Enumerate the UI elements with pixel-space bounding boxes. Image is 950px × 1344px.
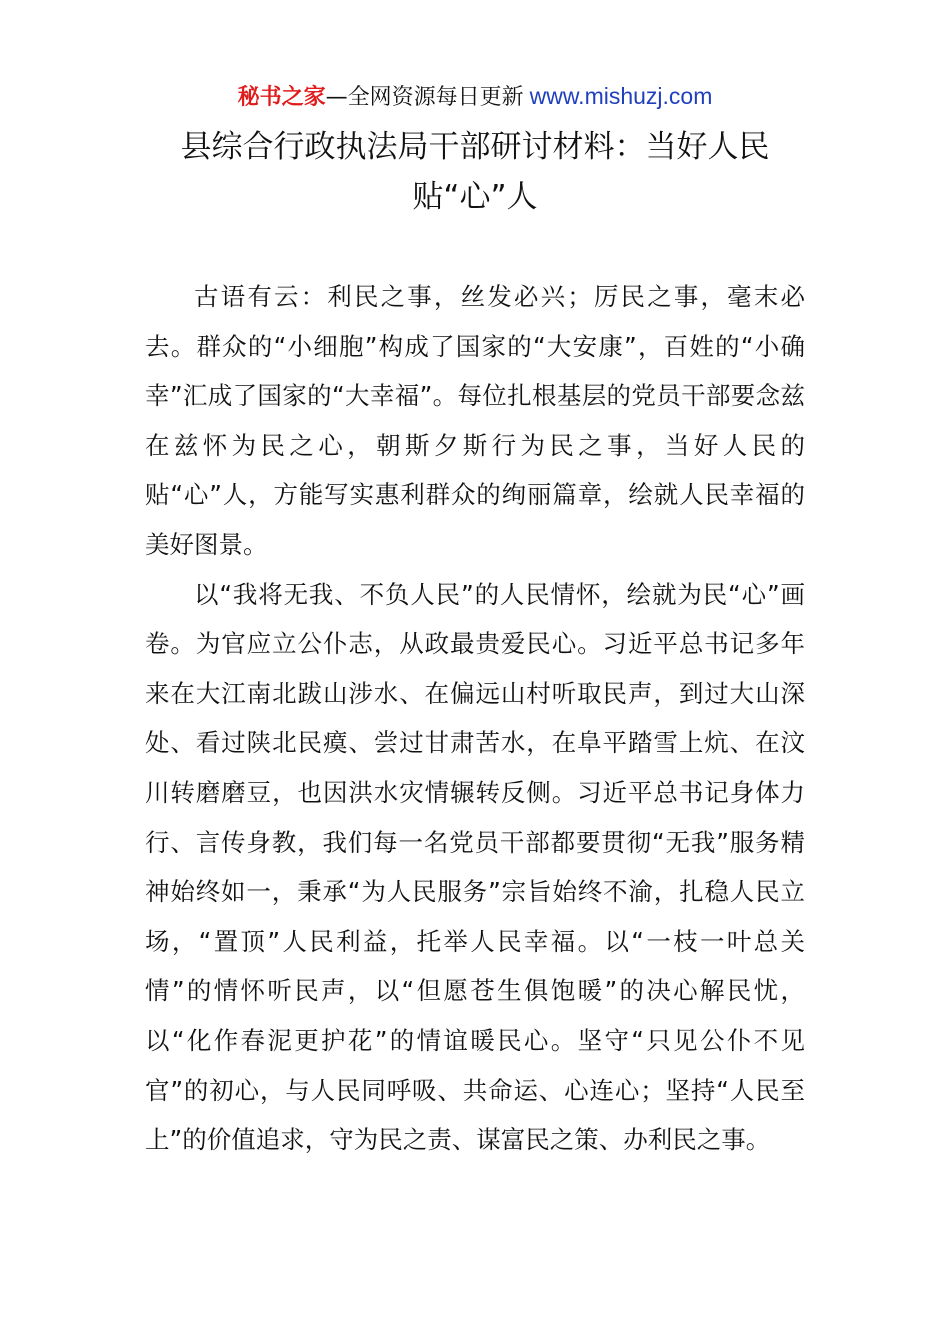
site-brand: 秘书之家	[237, 85, 326, 110]
paragraph-1: 古语有云：利民之事，丝发必兴；厉民之事，毫末必去。群众的“小细胞”构成了国家的“大安康”，百姓的“小确幸”汇成了国家的“大幸福”。每位扎根基层的党员干部要念兹在兹怀为民之心，朝斯夕斯行为民之事，当好人民的贴“心”人，方能写实惠利群众的绚丽篇章，绘就人民幸福的美好图景。	[145, 282, 805, 559]
site-header	[0, 80, 950, 114]
site-url-link[interactable]: www.mishuzj.com	[529, 83, 713, 109]
document-body	[145, 272, 805, 1165]
site-tagline: —全网资源每日更新	[325, 85, 524, 110]
paragraph-2: 以“我将无我、不负人民”的人民情怀，绘就为民“心”画卷。为官应立公仆志，从政最贵爱民心。习近平总书记多年来在大江南北跋山涉水、在偏远山村听取民声，到过大山深处、看过陕北民瘼、尝过甘肃苦水，在阜平踏雪上炕、在汶川转磨磨豆，也因洪水灾情辗转反侧。习近平总书记身体力行、言传身教，我们每一名党员干部都要贯彻“无我”服务精神始终如一，秉承“为人民服务”宗旨始终不渝，扎稳人民立场，“置顶”人民利益，托举人民幸福。以“一枝一叶总关情”的情怀听民声，以“但愿苍生俱饱暖”的决心解民忧，以“化作春泥更护花”的情谊暖民心。坚守“只见公仆不见官”的初心，与人民同呼吸、共命运、心连心；坚持“人民至上”的价值追求，守为民之责、谋富民之策、办利民之事。	[145, 579, 805, 1155]
document-title: 县综合行政执法局干部研讨材料：当好人民贴“心”人	[180, 129, 770, 215]
